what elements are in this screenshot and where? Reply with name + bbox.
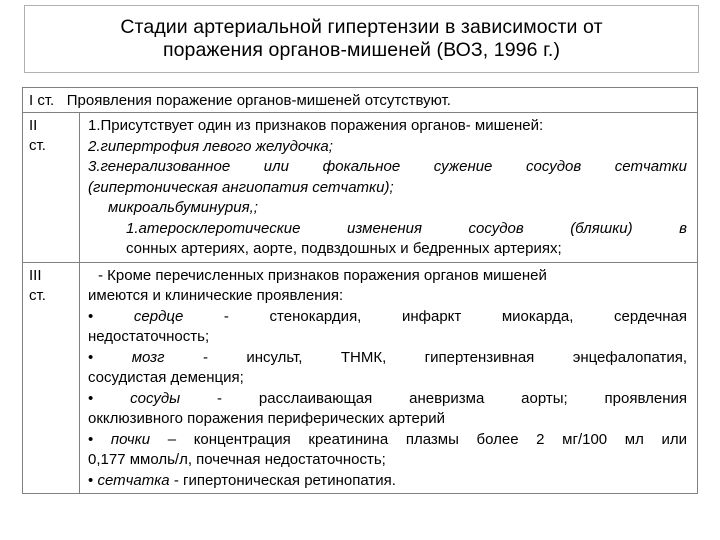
- stage-2-line-4: (гипертоническая ангиопатия сетчатки);: [88, 178, 394, 196]
- slide-title-box: [24, 5, 699, 73]
- stage-3-intro-2: имеются и клинические проявления:: [88, 287, 344, 304]
- bullet-icon: •: [88, 307, 94, 325]
- organ-term: сердце: [133, 307, 184, 325]
- stage-2-line-6: 1.атеросклеротические изменения сосудов (бляшки) в: [126, 219, 687, 237]
- item-text: - инсульт, ТНМК, гипертензивная энцефалопатия,: [202, 348, 688, 366]
- bullet-icon: •: [88, 430, 94, 448]
- item-text: – концентрация креатинина плазмы более 2 мг/100 мл или: [167, 430, 688, 448]
- list-item: [88, 471, 687, 492]
- bullet-icon: •: [88, 348, 94, 366]
- organ-term: мозг: [131, 348, 165, 366]
- stage-row-1: [23, 88, 698, 113]
- stage-2-line-1: 1.Присутствует один из признаков поражения органов- мишеней:: [88, 117, 544, 134]
- stage-3-label-suffix: ст.: [29, 286, 46, 304]
- stage-1-label: I ст.: [29, 92, 55, 109]
- item-text-continued: недостаточность;: [88, 328, 210, 345]
- stage-1-text: Проявления поражение органов-мишеней отсутствуют.: [66, 92, 451, 109]
- stage-2-line-5: микроальбуминурия,;: [108, 199, 258, 216]
- item-text: - гипертоническая ретинопатия.: [173, 471, 396, 489]
- list-item: [88, 348, 687, 369]
- list-item: [88, 430, 687, 451]
- stage-2-line-7: сонных артериях, аорте, подвздошных и бедренных артериях;: [126, 240, 562, 257]
- slide-title-line-2: поражения органов-мишеней (ВОЗ, 1996 г.): [162, 39, 561, 61]
- stage-row-2: [23, 113, 698, 263]
- list-item: [88, 389, 687, 410]
- organ-term: сосуды: [130, 389, 181, 407]
- bullet-icon: •: [88, 471, 94, 489]
- list-item: [88, 307, 687, 328]
- stages-table: [22, 87, 698, 494]
- stage-2-content: [80, 113, 698, 263]
- slide-title-line-1: Стадии артериальной гипертензии в зависимости от: [120, 16, 603, 38]
- item-text: - стенокардия, инфаркт миокарда, сердечная: [223, 307, 688, 325]
- stage-3-label: [23, 262, 80, 494]
- stage-2-line-2: 2.гипертрофия левого желудочка;: [88, 137, 333, 155]
- stage-row-3: [23, 262, 698, 494]
- stage-1-cell: [23, 88, 698, 113]
- stage-3-intro-1: - Кроме перечисленных признаков поражения органов мишеней: [98, 266, 547, 284]
- organ-term: сетчатка: [97, 471, 170, 489]
- item-text-continued: окклюзивного поражения периферических артерий: [88, 410, 445, 427]
- item-text-continued: сосудистая деменция;: [88, 369, 244, 386]
- stage-2-label-suffix: ст.: [29, 137, 46, 154]
- item-text-continued: 0,177 ммоль/л, почечная недостаточность;: [88, 451, 386, 468]
- stage-3-content: [80, 262, 698, 494]
- stage-2-line-3: 3.генерализованное или фокальное сужение сосудов сетчатки: [88, 158, 687, 175]
- item-text: - расслаивающая аневризма аорты; проявления: [217, 389, 687, 407]
- stage-2-label-numeral: II: [29, 117, 38, 134]
- stage-3-label-numeral: III: [29, 266, 42, 284]
- bullet-icon: •: [88, 389, 94, 407]
- organ-term: почки: [110, 430, 151, 448]
- stage-2-label: [23, 113, 80, 263]
